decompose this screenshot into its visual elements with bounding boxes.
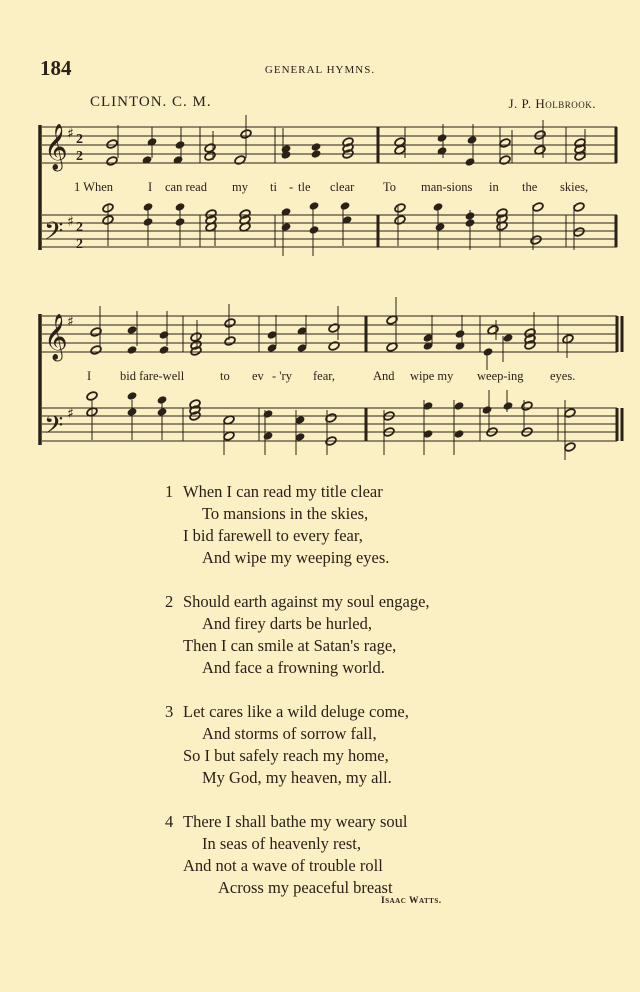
verse-line: Then I can smile at Satan's rage,: [183, 636, 397, 655]
verse-number: 1: [165, 482, 174, 501]
lyric-syllable: eyes.: [550, 369, 576, 383]
verse-line: And firey darts be hurled,: [202, 614, 372, 633]
verse-2: [165, 591, 430, 679]
lyric-syllable: bid fare-well: [120, 369, 185, 383]
svg-text:2: 2: [76, 149, 83, 164]
bass-clef-icon: 𝄢: [44, 217, 64, 252]
lyric-syllable: my: [232, 180, 248, 194]
lyric-syllable: - 'ry: [272, 369, 292, 383]
svg-text:2: 2: [76, 237, 83, 252]
key-sharp-icon: ♯: [67, 214, 74, 230]
composer-credit: J. P. Holbrook.: [508, 96, 596, 111]
verse-4: [165, 811, 408, 899]
key-sharp-icon: ♯: [67, 406, 74, 422]
verse-line: Across my peaceful breast: [218, 878, 393, 897]
lyric-syllable: the: [522, 180, 538, 194]
key-sharp-icon: ♯: [67, 314, 74, 330]
verse-number: 2: [165, 592, 174, 611]
verse-line: My God, my heaven, my all.: [202, 768, 392, 787]
verse-3: [165, 701, 409, 789]
lyric-syllable: in: [489, 180, 499, 194]
page-number: 184: [40, 56, 72, 80]
lyric-syllable: man-sions: [421, 180, 473, 194]
running-head: GENERAL HYMNS.: [264, 64, 376, 76]
verse-line: When I can read my title clear: [183, 482, 383, 501]
verse-line: And wipe my weeping eyes.: [202, 548, 390, 567]
svg-text:2: 2: [76, 132, 83, 147]
lyric-syllable: I: [87, 369, 92, 383]
lyric-syllable: skies,: [560, 180, 589, 194]
verse-line: Should earth against my soul engage,: [183, 592, 430, 611]
lyrics-system-1: [0, 180, 640, 200]
lyric-syllable: to: [220, 369, 230, 383]
lyric-syllable: clear: [330, 180, 355, 194]
music-score: [0, 0, 640, 470]
treble-clef-icon: 𝄞: [44, 314, 68, 360]
verse-line: In seas of heavenly rest,: [202, 834, 361, 853]
verse-line: And face a frowning world.: [202, 658, 385, 677]
verse-line: And not a wave of trouble roll: [183, 856, 383, 875]
verse-line: So I but safely reach my home,: [183, 746, 389, 765]
lyric-syllable: can read: [165, 180, 207, 194]
verse-number: 4: [165, 812, 174, 831]
lyric-syllable: I: [148, 180, 153, 194]
verse-number: 3: [165, 702, 174, 721]
treble-clef-icon: 𝄞: [44, 124, 68, 170]
author-credit: Isaac Watts.: [381, 896, 442, 906]
lyric-syllable: And: [373, 369, 395, 383]
lyric-syllable: To: [383, 180, 397, 194]
verse-line: There I shall bathe my weary soul: [183, 812, 408, 831]
bass-clef-icon: 𝄢: [44, 411, 64, 446]
lyric-syllable: -: [289, 180, 294, 194]
lyric-syllable: fear,: [313, 369, 336, 383]
key-sharp-icon: ♯: [67, 126, 74, 142]
verse-line: I bid farewell to every fear,: [183, 526, 363, 545]
lyric-syllable: tle: [298, 180, 311, 194]
verse-1: [165, 481, 389, 569]
lyrics-system-2: [0, 369, 640, 389]
lyric-syllable: 1 When: [74, 180, 113, 194]
verse-line: Let cares like a wild deluge come,: [183, 702, 409, 721]
lyric-syllable: ev: [252, 369, 264, 383]
verse-line: And storms of sorrow fall,: [202, 724, 377, 743]
tune-name: CLINTON. C. M.: [90, 94, 212, 110]
lyric-syllable: ti: [270, 180, 277, 194]
treble-staff: [42, 127, 617, 163]
svg-text:2: 2: [76, 220, 83, 235]
lyric-syllable: wipe my: [410, 369, 454, 383]
lyric-syllable: weep-ing: [477, 369, 524, 383]
verse-line: To mansions in the skies,: [202, 504, 369, 523]
